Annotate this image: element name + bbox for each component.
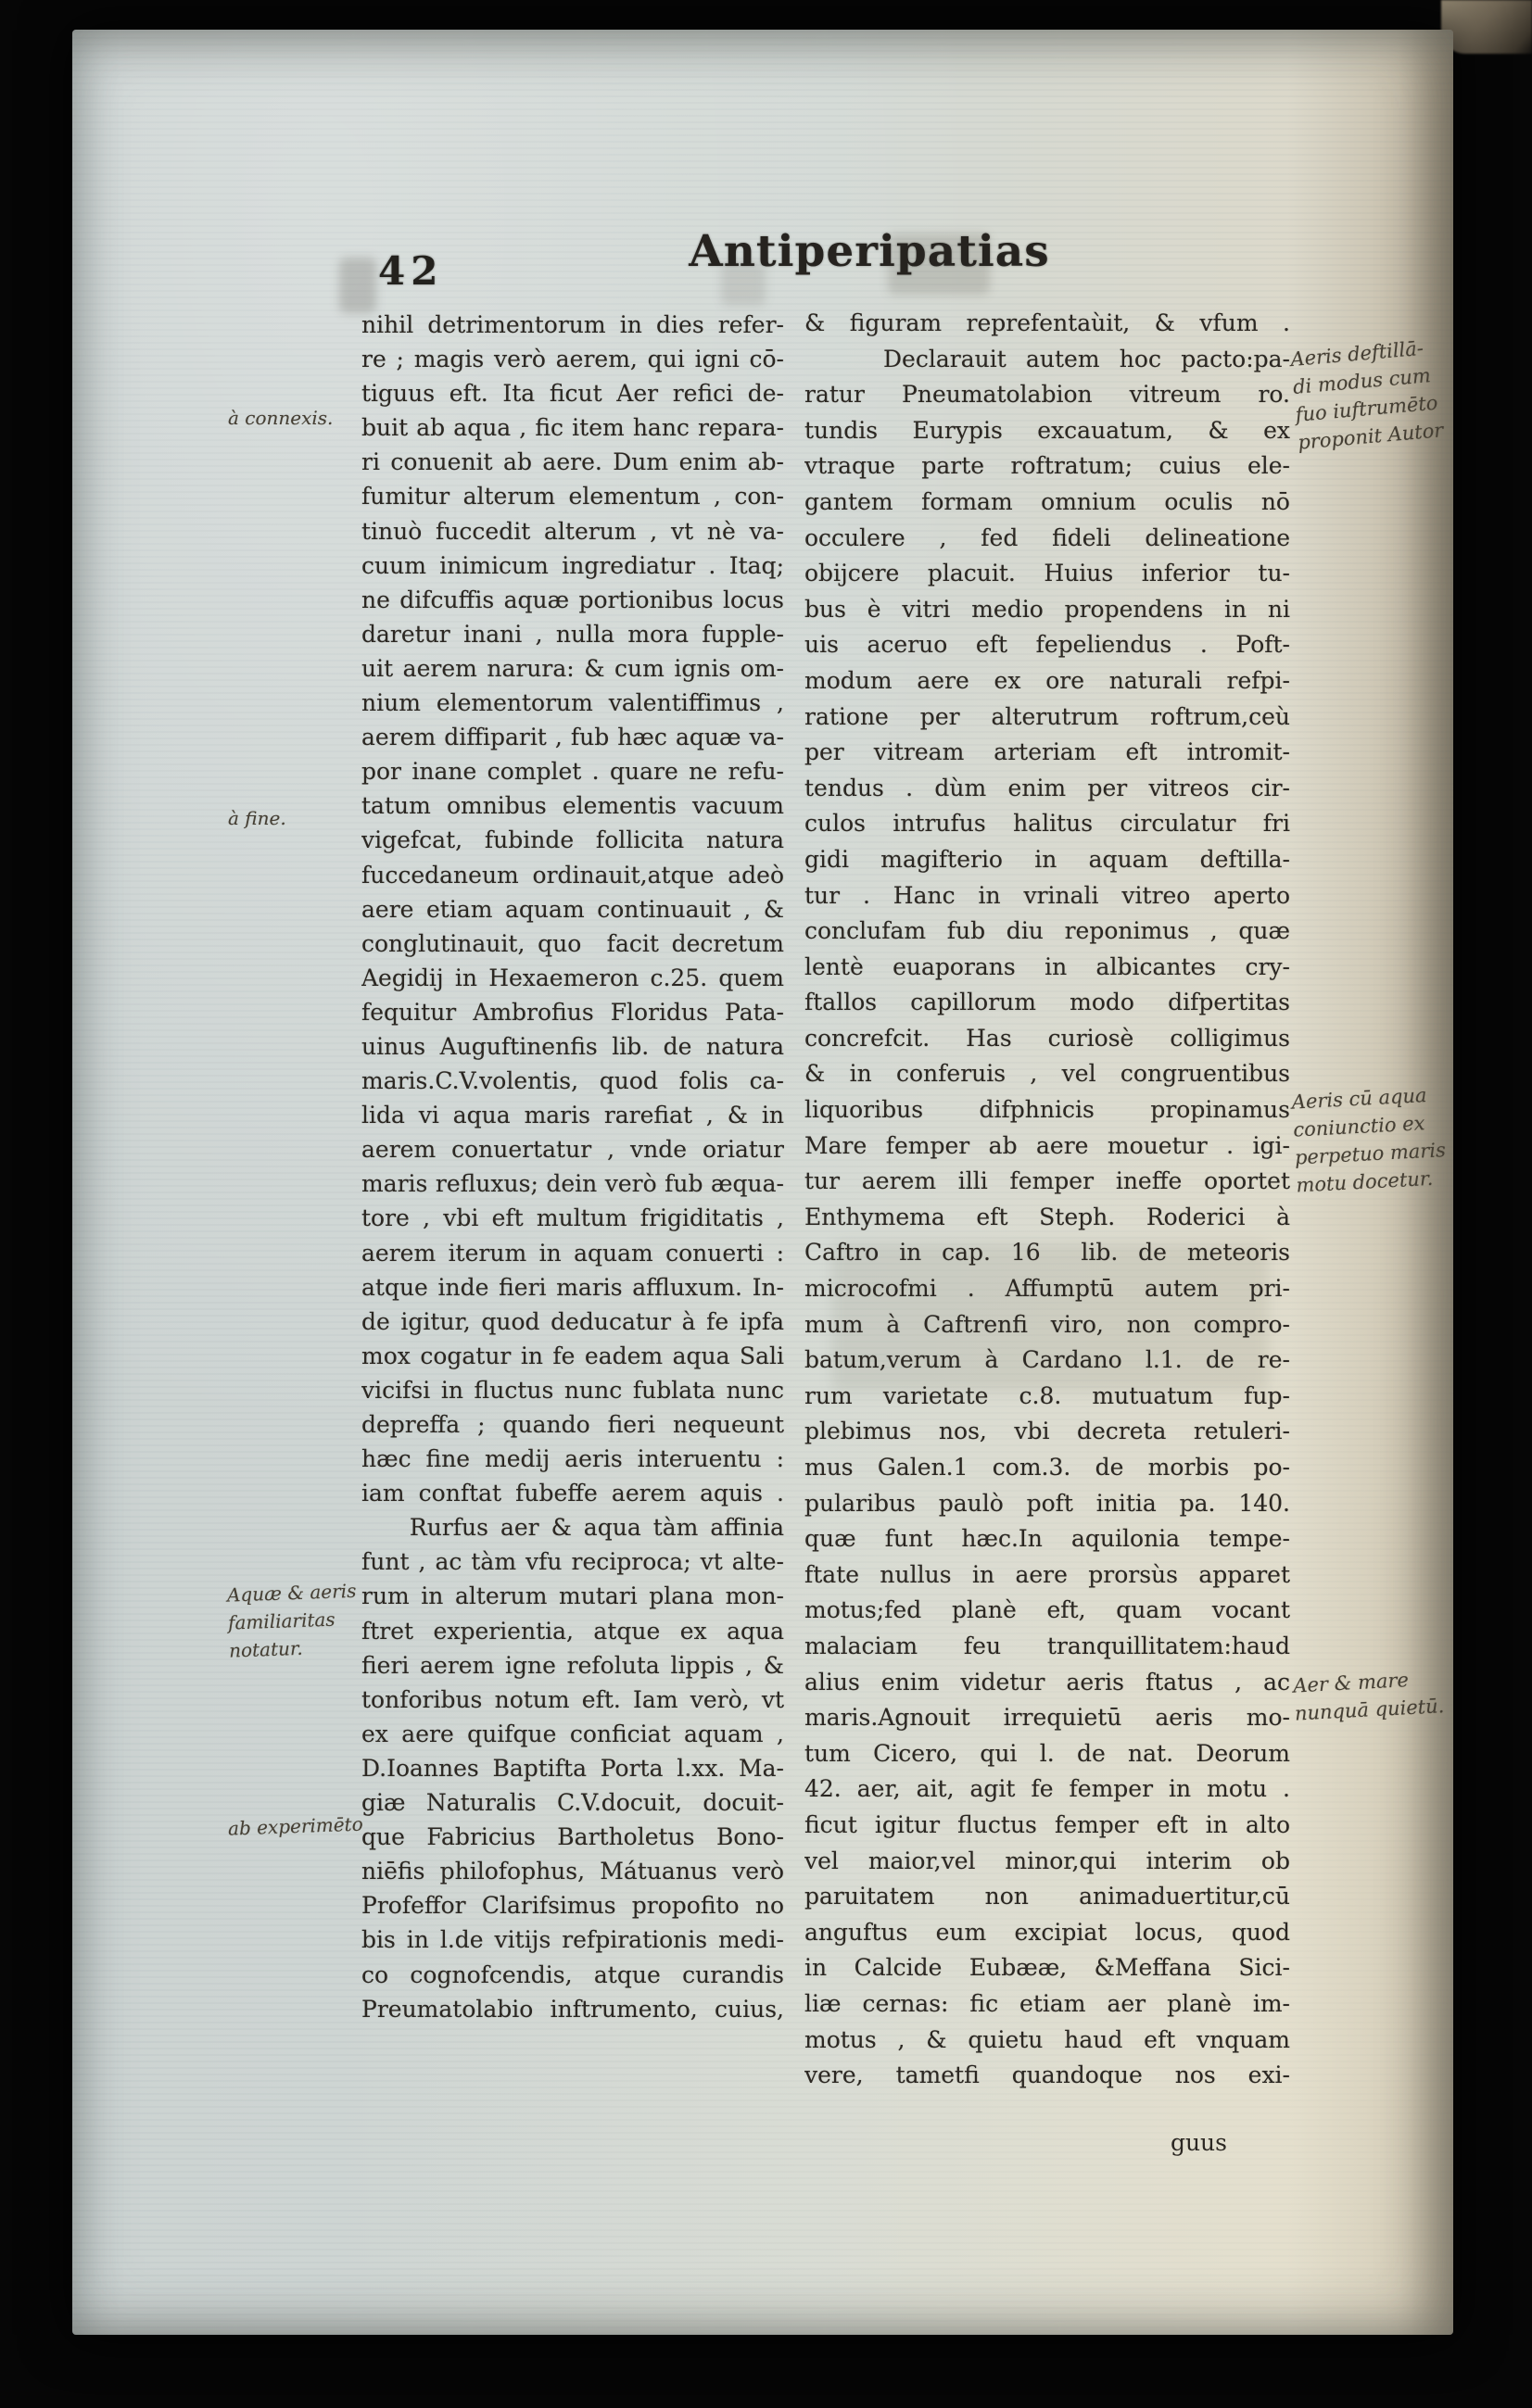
- text-line: atque inde fieri maris affluxum. In-: [361, 1273, 784, 1301]
- text-line: malaciam feu tranquillitatem:haud: [804, 1632, 1290, 1659]
- text-line: Preumatolabio inftrumento, cuius,: [361, 1995, 784, 2023]
- text-line: tum Cicero, qui l. de nat. Deorum: [804, 1739, 1290, 1767]
- text-line: Aegidij in Hexaemeron c.25. quem: [361, 964, 784, 991]
- text-line: fequitur Ambrofius Floridus Pata-: [361, 998, 784, 1026]
- text-line: fumitur alterum elementum , con-: [361, 483, 784, 511]
- text-line: & figuram reprefentaùit, & vfum .: [804, 309, 1290, 336]
- text-line: motus;fed planè eft, quam vocant: [804, 1596, 1290, 1624]
- text-line: mox cogatur in fe eadem aqua Sali: [361, 1342, 784, 1369]
- text-line: Caftro in cap. 16 lib. de meteoris: [804, 1239, 1290, 1267]
- binding-corner-fragment: [1441, 0, 1532, 54]
- text-line: re ; magis verò aerem, qui igni cō-: [361, 346, 784, 373]
- text-line: uis aceruo eft fepeliendus . Poft-: [804, 631, 1290, 659]
- text-line: D.Ioannes Baptifta Porta l.xx. Ma-: [361, 1754, 784, 1782]
- text-line: mum à Caftrenfi viro, non compro-: [804, 1310, 1290, 1338]
- text-line: de igitur, quod deducatur à fe ipfa: [361, 1307, 784, 1335]
- text-line: anguftus eum excipiat locus, quod: [804, 1918, 1290, 1946]
- text-line: culos intrufus halitus circulatur fri: [804, 810, 1290, 838]
- text-line: aerem diffiparit , fub hæc aquæ va-: [361, 724, 784, 751]
- text-line: motus , & quietu haud eft vnquam: [804, 2025, 1290, 2053]
- margin-note: à connexis.: [228, 407, 334, 429]
- text-line: modum aere ex ore naturali refpi-: [804, 666, 1290, 694]
- text-line: tur aerem illi femper ineffe oportet: [804, 1167, 1290, 1195]
- text-line: nihil detrimentorum in dies refer-: [361, 311, 784, 338]
- text-line: tonforibus notum eft. Iam verò, vt: [361, 1685, 784, 1713]
- margin-note: Aer & mare nunquā quietū.: [1292, 1669, 1445, 1725]
- text-line: rum in alterum mutari plana mon-: [361, 1582, 784, 1610]
- text-line: paruitatem non animaduertitur,cū: [804, 1883, 1290, 1910]
- book-page: [72, 30, 1453, 2335]
- text-line: maris.C.V.volentis, quod folis ca-: [361, 1067, 784, 1095]
- text-line: que Fabricius Bartholetus Bono-: [361, 1823, 784, 1851]
- text-line: gantem formam omnium oculis nō: [804, 487, 1290, 515]
- text-line: tinuò fuccedit alterum , vt nè va-: [361, 517, 784, 545]
- text-line: 42. aer, ait, agit fe femper in motu .: [804, 1775, 1290, 1803]
- text-line: Profeffor Clarifsimus propofito no: [361, 1892, 784, 1920]
- text-line: uinus Auguftinenfis lib. de natura: [361, 1032, 784, 1060]
- text-line: bis in l.de vitijs refpirationis medi-: [361, 1926, 784, 1954]
- margin-note: Aeris cū aqua coniunctio ex perpetuo maris motu docetur.: [1291, 1084, 1447, 1197]
- text-line: tundis Eurypis excauatum, & ex: [804, 416, 1290, 444]
- text-line: uit aerem narura: & cum ignis om-: [361, 654, 784, 682]
- text-line: in Calcide Eubææ, &Meffana Sici-: [804, 1954, 1290, 1982]
- text-line: liæ cernas: fic etiam aer planè im-: [804, 1989, 1290, 2017]
- text-line: vicifsi in fluctus nunc fublata nunc: [361, 1376, 784, 1404]
- text-line: ftret experientia, atque ex aqua: [361, 1617, 784, 1645]
- text-line: co cognofcendis, atque curandis: [361, 1960, 784, 1988]
- page-number: 42: [378, 248, 444, 294]
- text-line: mus Galen.1 com.3. de morbis po-: [804, 1454, 1290, 1481]
- text-line: Mare femper ab aere mouetur . igi-: [804, 1131, 1290, 1159]
- text-line: fuccedaneum ordinauit,atque adeò: [361, 861, 784, 889]
- text-line: liquoribus difphnicis propinamus: [804, 1096, 1290, 1124]
- text-line: rum varietate c.8. mutuatum fup-: [804, 1381, 1290, 1409]
- text-line: ficut igitur fluctus femper eft in alto: [804, 1810, 1290, 1838]
- ink-bleed-ghost: [339, 258, 376, 313]
- text-line: lida vi aqua maris rarefiat , & in: [361, 1102, 784, 1129]
- text-line: niēfis philofophus, Mátuanus verò: [361, 1858, 784, 1885]
- text-line: giæ Naturalis C.V.docuit, docuit-: [361, 1789, 784, 1817]
- text-line: ratione per alterutrum roftrum,ceù: [804, 702, 1290, 730]
- text-line: vere, tametfi quandoque nos exi-: [804, 2061, 1290, 2089]
- text-line: lentè euaporans in albicantes cry-: [804, 952, 1290, 980]
- text-line: funt , ac tàm vfu reciproca; vt alte-: [361, 1548, 784, 1576]
- text-column-left: [361, 308, 784, 2026]
- text-line: tatum omnibus elementis vacuum: [361, 792, 784, 820]
- text-line: ftate nullus in aere prorsùs apparet: [804, 1560, 1290, 1588]
- text-line: tendus . dùm enim per vitreos cir-: [804, 774, 1290, 801]
- text-line: Declarauit autem hoc pacto:pa-: [804, 345, 1290, 372]
- text-line: microcofmi . Affumptū autem pri-: [804, 1275, 1290, 1303]
- text-line: concrefcit. Has curiosè colligimus: [804, 1024, 1290, 1052]
- text-line: vtraque parte roftratum; cuius ele-: [804, 452, 1290, 480]
- text-line: quæ funt hæc.In aquilonia tempe-: [804, 1525, 1290, 1553]
- text-line: aerem conuertatur , vnde oriatur: [361, 1136, 784, 1164]
- text-line: pularibus paulò poft initia pa. 140.: [804, 1489, 1290, 1517]
- text-line: Rurfus aer & aqua tàm affinia: [361, 1514, 784, 1542]
- text-line: nium elementorum valentiffimus ,: [361, 689, 784, 717]
- text-line: buit ab aqua , fic item hanc repara-: [361, 414, 784, 442]
- text-line: plebimus nos, vbi decreta retuleri-: [804, 1418, 1290, 1445]
- text-line: vel maior,vel minor,qui interim ob: [804, 1847, 1290, 1874]
- text-line: ftallos capillorum modo difpertitas: [804, 989, 1290, 1016]
- text-line: por inane complet . quare ne refu-: [361, 758, 784, 786]
- text-line: bus è vitri medio propendens in ni: [804, 595, 1290, 623]
- margin-note: à fine.: [228, 807, 286, 829]
- text-line: obijcere placuit. Huius inferior tu-: [804, 560, 1290, 587]
- text-line: hæc fine medij aeris interuentu :: [361, 1445, 784, 1473]
- text-line: tiguus eft. Ita ficut Aer refici de-: [361, 380, 784, 408]
- text-line: ex aere quifque conficiat aquam ,: [361, 1720, 784, 1747]
- margin-note: ab experimēto: [227, 1812, 364, 1840]
- text-line: conglutinauit, quo facit decretum: [361, 929, 784, 957]
- text-line: ri conuenit ab aere. Dum enim ab-: [361, 448, 784, 476]
- text-line: fieri aerem igne refoluta lippis , &: [361, 1651, 784, 1679]
- text-line: & in conferuis , vel congruentibus: [804, 1060, 1290, 1088]
- text-line: occulere , fed fideli delineatione: [804, 523, 1290, 551]
- text-line: maris refluxus; dein verò fub æqua-: [361, 1170, 784, 1198]
- text-column-right: [804, 306, 1290, 2094]
- text-line: daretur inani , nulla mora fupple-: [361, 620, 784, 648]
- text-line: gidi magifterio in aquam deftilla-: [804, 845, 1290, 873]
- text-line: per vitream arteriam eft intromit-: [804, 738, 1290, 766]
- text-line: Enthymema eft Steph. Roderici à: [804, 1203, 1290, 1230]
- text-line: conclufam fub diu reponimus , quæ: [804, 917, 1290, 945]
- text-line: tur . Hanc in vrinali vitreo aperto: [804, 881, 1290, 909]
- text-line: batum,verum à Cardano l.1. de re-: [804, 1346, 1290, 1374]
- margin-note: Aquæ & aeris familiaritas notatur.: [226, 1579, 357, 1662]
- text-line: depreffa ; quando fieri nequeunt: [361, 1411, 784, 1438]
- running-header: Antiperipatias: [689, 226, 1050, 277]
- text-line: cuum inimicum ingrediatur . Itaq;: [361, 551, 784, 579]
- text-line: vigefcat, fubinde follicita natura: [361, 826, 784, 854]
- text-line: maris.Agnouit irrequietū aeris mo-: [804, 1704, 1290, 1732]
- text-line: iam conftat fubeffe aerem aquis .: [361, 1480, 784, 1507]
- margin-note: Aeris deftillā- di modus cum fuo iuftrumēto proponit Autor: [1289, 336, 1445, 454]
- text-line: alius enim videtur aeris ftatus , ac: [804, 1668, 1290, 1696]
- text-line: ratur Pneumatolabion vitreum ro.: [804, 381, 1290, 409]
- text-line: aerem iterum in aquam conuerti :: [361, 1239, 784, 1267]
- text-line: ne difcuffis aquæ portionibus locus: [361, 586, 784, 613]
- catchword: guus: [1170, 2129, 1227, 2156]
- text-line: tore , vbi eft multum frigiditatis ,: [361, 1204, 784, 1232]
- text-line: aere etiam aquam continuauit , &: [361, 895, 784, 923]
